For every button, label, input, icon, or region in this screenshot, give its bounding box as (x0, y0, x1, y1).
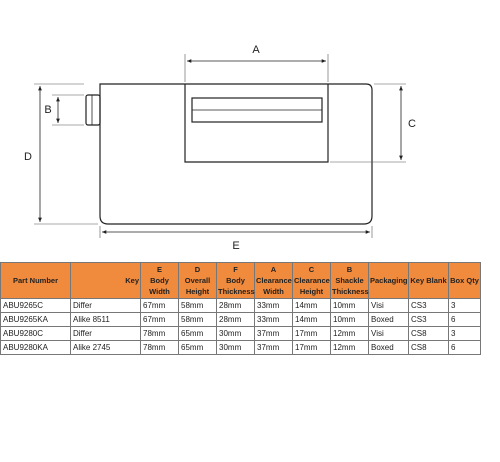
cell-clearance-height: 17mm (293, 341, 331, 355)
cell-clearance-height: 14mm (293, 299, 331, 313)
cell-body-thickness: 30mm (217, 341, 255, 355)
header-part-number: Part Number (1, 263, 71, 299)
cell-part-number: ABU9280KA (1, 341, 71, 355)
cell-packaging: Boxed (369, 341, 409, 355)
dimension-e-label: E (232, 240, 240, 252)
cell-key: Differ (71, 327, 141, 341)
key-cylinder (86, 95, 100, 125)
header-body-width: E Body Width (141, 263, 179, 299)
cell-clearance-height: 14mm (293, 313, 331, 327)
cell-body-width: 67mm (141, 299, 179, 313)
cell-body-width: 78mm (141, 327, 179, 341)
cell-clearance-width: 37mm (255, 341, 293, 355)
cell-packaging: Boxed (369, 313, 409, 327)
cell-clearance-height: 17mm (293, 327, 331, 341)
cell-body-width: 78mm (141, 341, 179, 355)
shackle-recess (185, 84, 328, 162)
cell-box-qty: 3 (449, 327, 481, 341)
cell-shackle-thickness: 12mm (331, 327, 369, 341)
header-shackle-thickness: B Shackle Thickness (331, 263, 369, 299)
cell-overall-height: 58mm (179, 313, 217, 327)
table-row (1, 313, 481, 327)
header-clearance-width: A Clearance Width (255, 263, 293, 299)
specification-table (0, 262, 481, 355)
cell-shackle-thickness: 10mm (331, 299, 369, 313)
cell-key: Alike 8511 (71, 313, 141, 327)
cell-key-blank: CS3 (409, 299, 449, 313)
cell-shackle-thickness: 12mm (331, 341, 369, 355)
table-row (1, 327, 481, 341)
header-key: Key (71, 263, 141, 299)
cell-overall-height: 58mm (179, 299, 217, 313)
cell-overall-height: 65mm (179, 327, 217, 341)
cell-box-qty: 6 (449, 341, 481, 355)
cell-body-thickness: 28mm (217, 313, 255, 327)
cell-body-width: 67mm (141, 313, 179, 327)
header-overall-height: D Overall Height (179, 263, 217, 299)
dimension-a-label: A (252, 44, 260, 56)
dimension-c-label: C (408, 118, 416, 130)
dimension-b-label: B (44, 104, 52, 116)
table-header-row (1, 263, 481, 299)
cell-key-blank: CS8 (409, 341, 449, 355)
header-body-thickness: F Body Thickness (217, 263, 255, 299)
lock-body-outline (100, 84, 372, 224)
cell-key: Alike 2745 (71, 341, 141, 355)
table-row (1, 341, 481, 355)
cell-box-qty: 3 (449, 299, 481, 313)
cell-packaging: Visi (369, 299, 409, 313)
cell-clearance-width: 37mm (255, 327, 293, 341)
table-row (1, 299, 481, 313)
cell-shackle-thickness: 10mm (331, 313, 369, 327)
cell-packaging: Visi (369, 327, 409, 341)
cell-body-thickness: 30mm (217, 327, 255, 341)
dimension-d-label: D (24, 151, 32, 163)
cell-part-number: ABU9265C (1, 299, 71, 313)
header-box-qty: Box Qty (449, 263, 481, 299)
header-packaging: Packaging (369, 263, 409, 299)
cell-key: Differ (71, 299, 141, 313)
cell-key-blank: CS8 (409, 327, 449, 341)
header-key-blank: Key Blank (409, 263, 449, 299)
cell-overall-height: 65mm (179, 341, 217, 355)
cell-clearance-width: 33mm (255, 299, 293, 313)
cell-part-number: ABU9280C (1, 327, 71, 341)
cell-box-qty: 6 (449, 313, 481, 327)
cell-key-blank: CS3 (409, 313, 449, 327)
header-clearance-height: C Clearance Height (293, 263, 331, 299)
cell-part-number: ABU9265KA (1, 313, 71, 327)
cell-clearance-width: 33mm (255, 313, 293, 327)
cell-body-thickness: 28mm (217, 299, 255, 313)
